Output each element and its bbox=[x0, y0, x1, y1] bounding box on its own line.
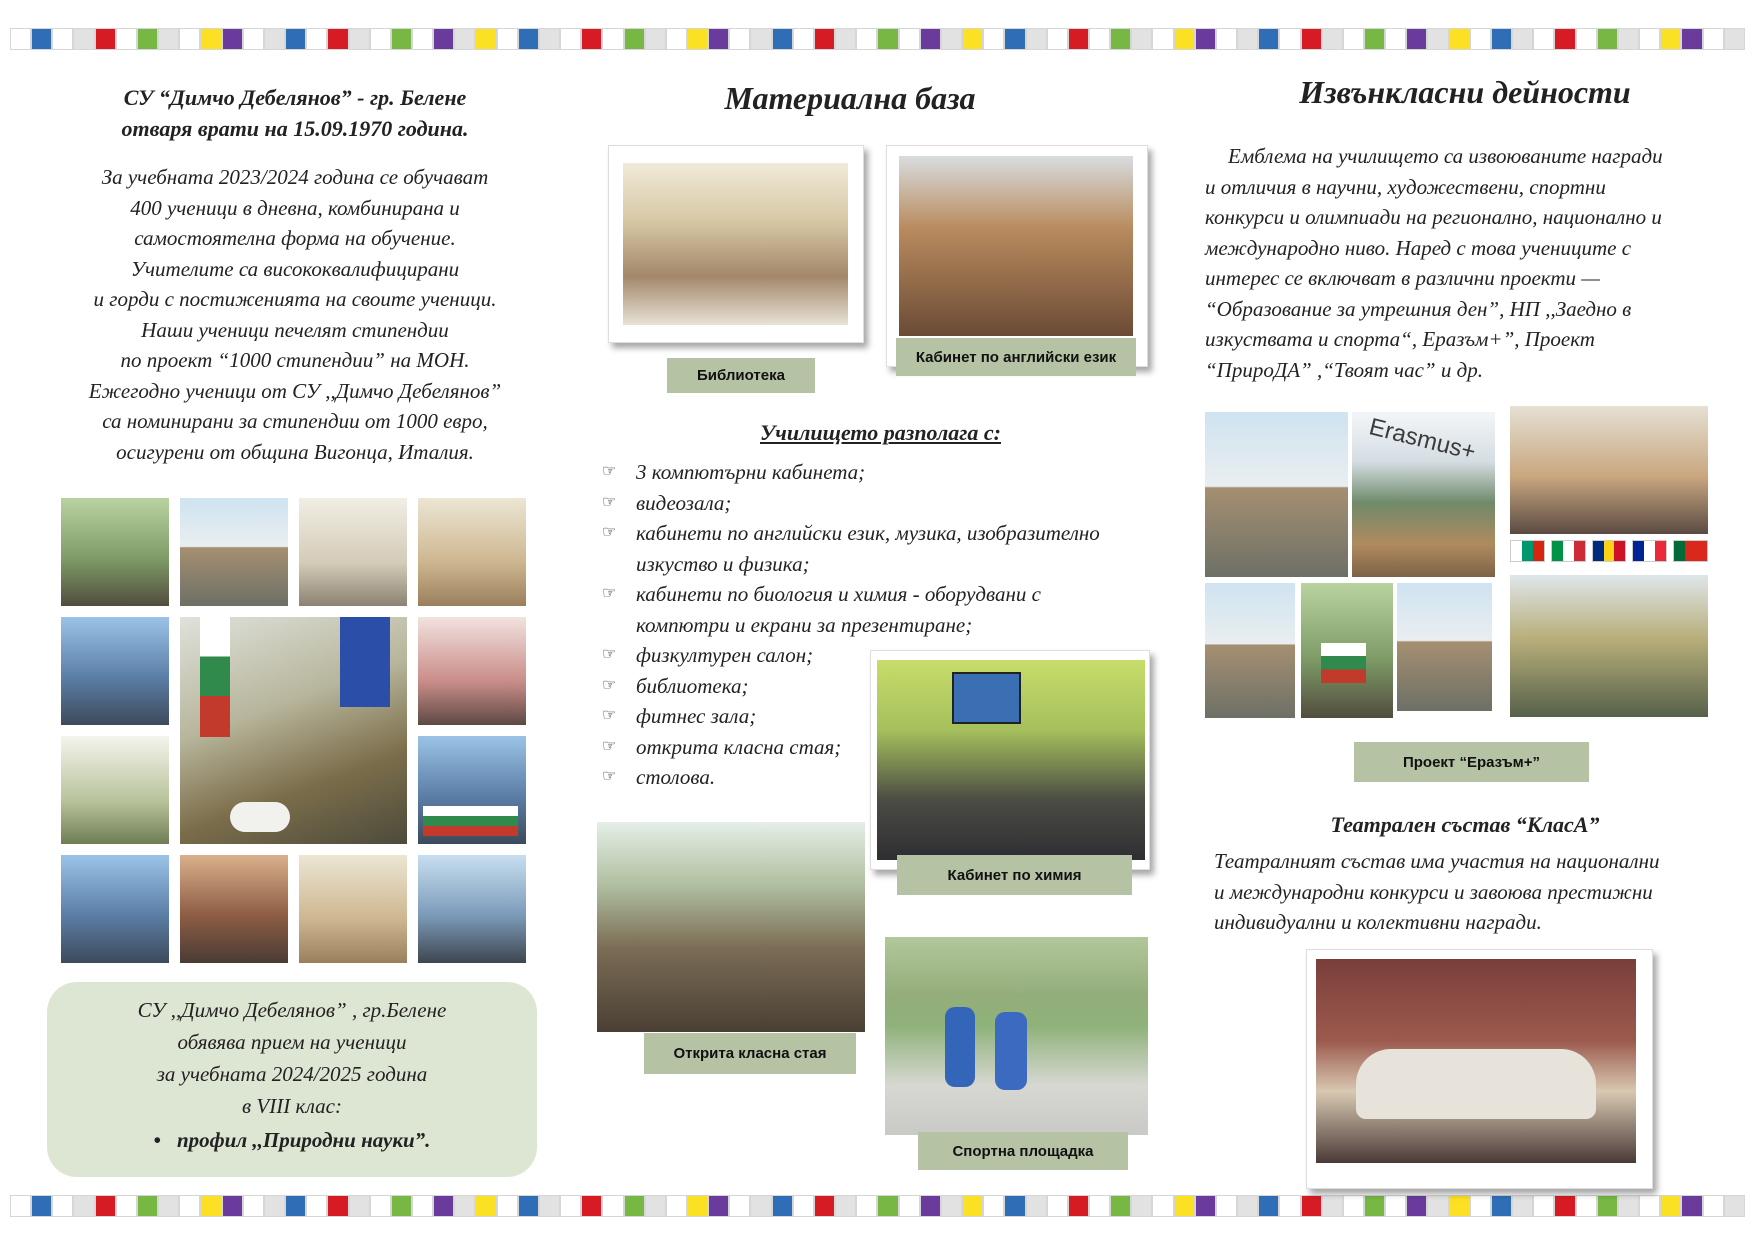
border-square bbox=[179, 1195, 200, 1217]
extracurricular-line: “Образование за утрешния ден”, НП ,,Заедно в bbox=[1205, 296, 1632, 321]
facility-text: кабинети по английски език, музика, изобразително изкуство и физика; bbox=[636, 521, 1100, 576]
border-square bbox=[285, 1195, 306, 1217]
border-square bbox=[687, 1195, 708, 1217]
border-square bbox=[1385, 28, 1406, 50]
border-square bbox=[666, 1195, 687, 1217]
extracurricular-line: и отличия в научни, художествени, спортни bbox=[1205, 174, 1606, 199]
photo-collage bbox=[61, 498, 530, 964]
border-square bbox=[31, 28, 52, 50]
border-square bbox=[602, 1195, 623, 1217]
border-square bbox=[1068, 28, 1089, 50]
bg-flag-shape bbox=[1321, 643, 1366, 683]
flags-row bbox=[1510, 540, 1708, 562]
border-square bbox=[581, 28, 602, 50]
collage-photo-group bbox=[180, 498, 288, 606]
border-square bbox=[708, 1195, 729, 1217]
theatre-text bbox=[1214, 846, 1744, 938]
flag-stripe bbox=[1614, 541, 1625, 561]
border-square bbox=[962, 1195, 983, 1217]
border-square bbox=[285, 28, 306, 50]
border-square bbox=[412, 1195, 433, 1217]
border-square bbox=[73, 28, 94, 50]
flag-stripe bbox=[1604, 541, 1615, 561]
flag-stripe bbox=[1522, 541, 1533, 561]
facility-text: видеозала; bbox=[636, 490, 732, 515]
border-square bbox=[666, 28, 687, 50]
facility-text: 3 компютърни кабинета; bbox=[636, 460, 866, 484]
admission-profile-text: профил ,,Природни науки”. bbox=[176, 1128, 431, 1152]
facility-text: кабинети по биология и химия - оборудвани с компютри и екрани за презентиране; bbox=[636, 582, 1041, 637]
border-square bbox=[222, 28, 243, 50]
border-square bbox=[475, 1195, 496, 1217]
border-square bbox=[1301, 1195, 1322, 1217]
border-square bbox=[1216, 1195, 1237, 1217]
extracurricular-title: Извънкласни дейности bbox=[1299, 74, 1631, 110]
extracurricular-line: изкуствата и спорта“, Еразъм+”, Проект bbox=[1205, 327, 1595, 351]
pointing-hand-icon: ☞ bbox=[602, 676, 617, 694]
border-square bbox=[52, 28, 73, 50]
admission-line1: СУ ,,Димчо Дебелянов” , гр.Белене bbox=[137, 998, 447, 1022]
intro-line: са номинирани за стипендии от 1000 евро, bbox=[102, 409, 488, 433]
player-shape bbox=[995, 1012, 1027, 1090]
intro-line: осигурени от община Вигонца, Италия. bbox=[116, 439, 474, 464]
border-square bbox=[1512, 28, 1533, 50]
collage-photo-school-building bbox=[180, 617, 407, 844]
border-square bbox=[1195, 28, 1216, 50]
facility-text: физкултурен салон; bbox=[636, 643, 814, 667]
flag-icon bbox=[1673, 540, 1708, 562]
border-square bbox=[772, 28, 793, 50]
border-square bbox=[560, 28, 581, 50]
border-square bbox=[433, 28, 454, 50]
border-square bbox=[1322, 1195, 1343, 1217]
intro-line: и горди с постиженията на своите ученици. bbox=[93, 287, 497, 311]
border-square bbox=[1576, 1195, 1597, 1217]
border-square bbox=[116, 1195, 137, 1217]
facilities-heading: Училището разполага с: bbox=[760, 420, 1002, 445]
admission-profile bbox=[47, 1124, 537, 1156]
border-square bbox=[518, 28, 539, 50]
border-square bbox=[1026, 28, 1047, 50]
border-square bbox=[349, 1195, 370, 1217]
border-square bbox=[73, 1195, 94, 1217]
border-square bbox=[1449, 1195, 1470, 1217]
collage-photo-classroom bbox=[299, 855, 407, 963]
border-square bbox=[10, 28, 31, 50]
border-square bbox=[433, 1195, 454, 1217]
border-square bbox=[920, 28, 941, 50]
border-square bbox=[1533, 28, 1554, 50]
bullet-dot-icon: • bbox=[153, 1128, 161, 1152]
border-square bbox=[1237, 1195, 1258, 1217]
border-square bbox=[264, 28, 285, 50]
facility-text: библиотека; bbox=[636, 673, 749, 698]
border-square bbox=[1110, 28, 1131, 50]
facility-item bbox=[602, 579, 1102, 640]
flag-stripe bbox=[1655, 541, 1666, 561]
extracurricular-line: интерес се включват в различни проекти — bbox=[1205, 266, 1600, 290]
flag-stripe bbox=[1685, 541, 1696, 561]
border-square bbox=[750, 1195, 771, 1217]
library-photo bbox=[623, 163, 848, 325]
extracurricular-line: “ПрироДА” ,“Твоят час” и др. bbox=[1205, 357, 1483, 382]
border-square bbox=[1512, 1195, 1533, 1217]
flag-stripe bbox=[1552, 541, 1563, 561]
border-square bbox=[1152, 28, 1173, 50]
border-square bbox=[1089, 1195, 1110, 1217]
border-square bbox=[1724, 28, 1745, 50]
collage-photo-students bbox=[61, 498, 169, 606]
border-square bbox=[941, 28, 962, 50]
border-square bbox=[349, 28, 370, 50]
flag-stripe bbox=[1674, 541, 1685, 561]
border-square bbox=[179, 28, 200, 50]
caption-erasmus-project: Проект “Еразъм+” bbox=[1354, 742, 1589, 782]
border-square bbox=[1427, 28, 1448, 50]
border-square bbox=[243, 28, 264, 50]
flag-stripe bbox=[1633, 541, 1644, 561]
theatre-line: Театралният състав има участия на национални bbox=[1214, 849, 1660, 873]
chemistry-classroom-photo bbox=[877, 660, 1145, 860]
border-square bbox=[1258, 28, 1279, 50]
border-square bbox=[327, 1195, 348, 1217]
border-square bbox=[1004, 1195, 1025, 1217]
border-square bbox=[1427, 1195, 1448, 1217]
admission-box bbox=[47, 982, 537, 1177]
border-square bbox=[1089, 28, 1110, 50]
border-square bbox=[729, 1195, 750, 1217]
border-square bbox=[518, 1195, 539, 1217]
border-square bbox=[497, 28, 518, 50]
school-heading-line2: отваря врати на 15.09.1970 година. bbox=[121, 116, 469, 141]
border-square bbox=[1068, 1195, 1089, 1217]
flag-icon bbox=[1632, 540, 1667, 562]
collage-photo-library bbox=[418, 498, 526, 606]
extracurricular-text bbox=[1205, 141, 1745, 385]
border-square bbox=[52, 1195, 73, 1217]
intro-line: Наши ученици печелят стипендии bbox=[141, 317, 449, 342]
border-square bbox=[856, 1195, 877, 1217]
eu-flag-shape bbox=[340, 617, 390, 707]
english-classroom-photo bbox=[899, 156, 1133, 336]
caption-outdoor-classroom: Открита класна стая bbox=[644, 1033, 856, 1074]
border-square bbox=[835, 28, 856, 50]
school-heading-line1: СУ “Димчо Дебелянов” - гр. Белене bbox=[123, 85, 467, 110]
player-shape bbox=[945, 1007, 975, 1087]
erasmus-photo-mountains bbox=[1352, 412, 1495, 577]
facility-text: фитнес зала; bbox=[636, 704, 757, 728]
facility-item bbox=[602, 488, 1102, 519]
flag-stripe bbox=[1593, 541, 1604, 561]
border-square bbox=[10, 1195, 31, 1217]
school-heading bbox=[40, 82, 550, 144]
border-square bbox=[1597, 1195, 1618, 1217]
border-square bbox=[370, 28, 391, 50]
pointing-hand-icon: ☞ bbox=[602, 585, 617, 602]
border-square bbox=[1322, 28, 1343, 50]
border-square bbox=[1047, 1195, 1068, 1217]
border-square bbox=[814, 28, 835, 50]
facility-item bbox=[602, 457, 1102, 488]
caption-english-cabinet: Кабинет по английски език bbox=[896, 338, 1136, 376]
border-square bbox=[1681, 28, 1702, 50]
border-square bbox=[158, 1195, 179, 1217]
border-square bbox=[835, 1195, 856, 1217]
extracurricular-line: международно ниво. Наред с това учениците с bbox=[1205, 235, 1632, 260]
admission-line4: в VIII клас: bbox=[242, 1094, 342, 1118]
border-square bbox=[475, 28, 496, 50]
border-square bbox=[200, 1195, 221, 1217]
border-square bbox=[1131, 1195, 1152, 1217]
theatre-line: индивидуални и колективни награди. bbox=[1214, 910, 1542, 934]
border-square bbox=[877, 1195, 898, 1217]
chemistry-photo-frame bbox=[870, 650, 1150, 870]
intro-line: 400 ученици в дневна, комбинирана и bbox=[130, 195, 460, 220]
border-square bbox=[1703, 1195, 1724, 1217]
flag-stripe bbox=[1563, 541, 1574, 561]
facility-text: открита класна стая; bbox=[636, 734, 842, 759]
erasmus-photo-square bbox=[1397, 583, 1492, 711]
border-square bbox=[497, 1195, 518, 1217]
outdoor-classroom-photo bbox=[597, 822, 865, 1032]
library-photo-frame bbox=[608, 145, 864, 343]
erasmus-photo-school bbox=[1510, 575, 1708, 717]
border-square bbox=[31, 1195, 52, 1217]
flag-icon bbox=[1551, 540, 1586, 562]
erasmus-label: Erasmus+ bbox=[1366, 413, 1479, 466]
theatre-line: и международни конкурси и завоюва престижни bbox=[1214, 879, 1653, 904]
flag-stripe bbox=[1574, 541, 1585, 561]
border-square bbox=[264, 1195, 285, 1217]
border-square bbox=[137, 1195, 158, 1217]
collage-photo-trophy bbox=[61, 855, 169, 963]
caption-sports-ground: Спортна площадка bbox=[918, 1132, 1128, 1170]
stage-performers-shape bbox=[1356, 1049, 1596, 1119]
extracurricular-line: конкурси и олимпиади на регионално, национално и bbox=[1205, 205, 1662, 229]
border-square bbox=[1174, 1195, 1195, 1217]
border-square bbox=[137, 28, 158, 50]
border-square bbox=[1491, 1195, 1512, 1217]
border-square bbox=[877, 28, 898, 50]
border-square bbox=[899, 28, 920, 50]
border-square bbox=[539, 1195, 560, 1217]
extracurricular-line: Емблема на училището са извоюваните награди bbox=[1228, 144, 1663, 168]
school-intro-text bbox=[40, 162, 550, 467]
admission-line2: обявява прием на ученици bbox=[177, 1030, 407, 1054]
border-square bbox=[1216, 28, 1237, 50]
pointing-hand-icon: ☞ bbox=[602, 646, 617, 663]
border-square bbox=[116, 28, 137, 50]
border-square bbox=[1660, 28, 1681, 50]
border-square bbox=[856, 28, 877, 50]
admission-line3: за учебната 2024/2025 година bbox=[156, 1062, 428, 1086]
border-square bbox=[1554, 1195, 1575, 1217]
border-square bbox=[1026, 1195, 1047, 1217]
border-square bbox=[1639, 1195, 1660, 1217]
border-square bbox=[1279, 28, 1300, 50]
border-square bbox=[539, 28, 560, 50]
pointing-hand-icon: ☞ bbox=[602, 463, 617, 480]
border-square bbox=[95, 1195, 116, 1217]
flag-icon bbox=[1592, 540, 1627, 562]
border-square bbox=[1660, 1195, 1681, 1217]
intro-line: Ежегодно ученици от СУ ,,Димчо Дебелянов” bbox=[88, 378, 502, 403]
border-square bbox=[1406, 1195, 1427, 1217]
border-square bbox=[306, 28, 327, 50]
border-square bbox=[1406, 28, 1427, 50]
border-square bbox=[581, 1195, 602, 1217]
border-square bbox=[1004, 28, 1025, 50]
border-square bbox=[814, 1195, 835, 1217]
theatre-heading: Театрален състав “КласА” bbox=[1330, 812, 1600, 837]
erasmus-photo-classroom bbox=[1510, 406, 1708, 534]
border-square bbox=[899, 1195, 920, 1217]
erasmus-photo-town bbox=[1205, 412, 1348, 577]
intro-line: по проект “1000 стипендии” на МОН. bbox=[120, 348, 470, 372]
erasmus-photo-street bbox=[1205, 583, 1295, 718]
theatre-photo bbox=[1316, 959, 1636, 1163]
border-square bbox=[920, 1195, 941, 1217]
bg-flag-shape bbox=[200, 617, 230, 737]
border-square bbox=[1703, 28, 1724, 50]
caption-chemistry-cabinet: Кабинет по химия bbox=[897, 855, 1132, 895]
flag-stripe bbox=[1644, 541, 1655, 561]
border-square bbox=[1681, 1195, 1702, 1217]
border-square bbox=[602, 28, 623, 50]
collage-photo-poster bbox=[418, 617, 526, 725]
border-square bbox=[1237, 28, 1258, 50]
border-square bbox=[1385, 1195, 1406, 1217]
border-square bbox=[1576, 28, 1597, 50]
border-square bbox=[1364, 1195, 1385, 1217]
border-square bbox=[391, 28, 412, 50]
border-square bbox=[708, 28, 729, 50]
pointing-hand-icon: ☞ bbox=[602, 737, 617, 755]
border-square bbox=[1279, 1195, 1300, 1217]
border-square bbox=[1047, 28, 1068, 50]
border-square bbox=[1449, 28, 1470, 50]
border-square bbox=[1533, 1195, 1554, 1217]
pointing-hand-icon: ☞ bbox=[602, 493, 617, 511]
border-square bbox=[454, 1195, 475, 1217]
border-square bbox=[645, 1195, 666, 1217]
material-base-title: Материална база bbox=[724, 80, 976, 116]
facility-text: столова. bbox=[636, 765, 716, 789]
border-square bbox=[560, 1195, 581, 1217]
border-square bbox=[793, 28, 814, 50]
border-square bbox=[412, 28, 433, 50]
flag-icon bbox=[1510, 540, 1545, 562]
border-square bbox=[1301, 28, 1322, 50]
collage-photo-flag-students bbox=[418, 736, 526, 844]
border-square bbox=[1343, 1195, 1364, 1217]
border-square bbox=[645, 28, 666, 50]
border-square bbox=[1364, 28, 1385, 50]
pointing-hand-icon: ☞ bbox=[602, 524, 617, 541]
border-square bbox=[95, 28, 116, 50]
sports-ground-photo bbox=[885, 937, 1148, 1135]
border-square bbox=[962, 28, 983, 50]
screen-shape bbox=[952, 672, 1021, 724]
border-square bbox=[1152, 1195, 1173, 1217]
border-square bbox=[306, 1195, 327, 1217]
border-square bbox=[687, 28, 708, 50]
border-square bbox=[391, 1195, 412, 1217]
top-color-border bbox=[10, 28, 1745, 50]
flag-stripe bbox=[1533, 541, 1544, 561]
border-square bbox=[729, 28, 750, 50]
border-square bbox=[1174, 28, 1195, 50]
border-square bbox=[1258, 1195, 1279, 1217]
border-square bbox=[200, 28, 221, 50]
border-square bbox=[1639, 28, 1660, 50]
border-square bbox=[772, 1195, 793, 1217]
intro-line: самостоятелна форма на обучение. bbox=[134, 226, 456, 250]
border-square bbox=[983, 28, 1004, 50]
border-square bbox=[1618, 1195, 1639, 1217]
border-square bbox=[750, 28, 771, 50]
border-square bbox=[793, 1195, 814, 1217]
border-square bbox=[1110, 1195, 1131, 1217]
bottom-color-border bbox=[10, 1195, 1745, 1217]
collage-photo-class-group bbox=[418, 855, 526, 963]
border-square bbox=[327, 28, 348, 50]
collage-photo-sports-team bbox=[61, 617, 169, 725]
flag-stripe bbox=[1696, 541, 1707, 561]
border-square bbox=[624, 1195, 645, 1217]
english-photo-frame bbox=[886, 145, 1148, 367]
border-square bbox=[1195, 1195, 1216, 1217]
flag-stripe bbox=[1511, 541, 1522, 561]
border-square bbox=[370, 1195, 391, 1217]
border-square bbox=[222, 1195, 243, 1217]
border-square bbox=[1491, 28, 1512, 50]
border-square bbox=[243, 1195, 264, 1217]
bg-flag-shape bbox=[423, 806, 518, 836]
border-square bbox=[1131, 28, 1152, 50]
intro-line: За учебната 2023/2024 година се обучават bbox=[101, 165, 489, 189]
collage-photo-student-writing bbox=[180, 855, 288, 963]
border-square bbox=[454, 28, 475, 50]
border-square bbox=[1343, 28, 1364, 50]
border-square bbox=[158, 28, 179, 50]
border-square bbox=[624, 28, 645, 50]
border-square bbox=[941, 1195, 962, 1217]
border-square bbox=[1554, 28, 1575, 50]
collage-photo-gallery bbox=[61, 736, 169, 844]
facility-item bbox=[602, 518, 1102, 579]
border-square bbox=[1724, 1195, 1745, 1217]
pointing-hand-icon: ☞ bbox=[602, 707, 617, 724]
border-square bbox=[1597, 28, 1618, 50]
border-square bbox=[1470, 28, 1491, 50]
border-square bbox=[1470, 1195, 1491, 1217]
caption-library: Библиотека bbox=[667, 358, 815, 393]
border-square bbox=[983, 1195, 1004, 1217]
border-square bbox=[1618, 28, 1639, 50]
balloons-shape bbox=[230, 802, 290, 832]
collage-photo-reading bbox=[299, 498, 407, 606]
theatre-photo-frame bbox=[1306, 949, 1653, 1189]
pointing-hand-icon: ☞ bbox=[602, 768, 617, 785]
erasmus-photo-group-flag bbox=[1301, 583, 1393, 718]
intro-line: Учителите са висококвалифицирани bbox=[130, 256, 460, 281]
